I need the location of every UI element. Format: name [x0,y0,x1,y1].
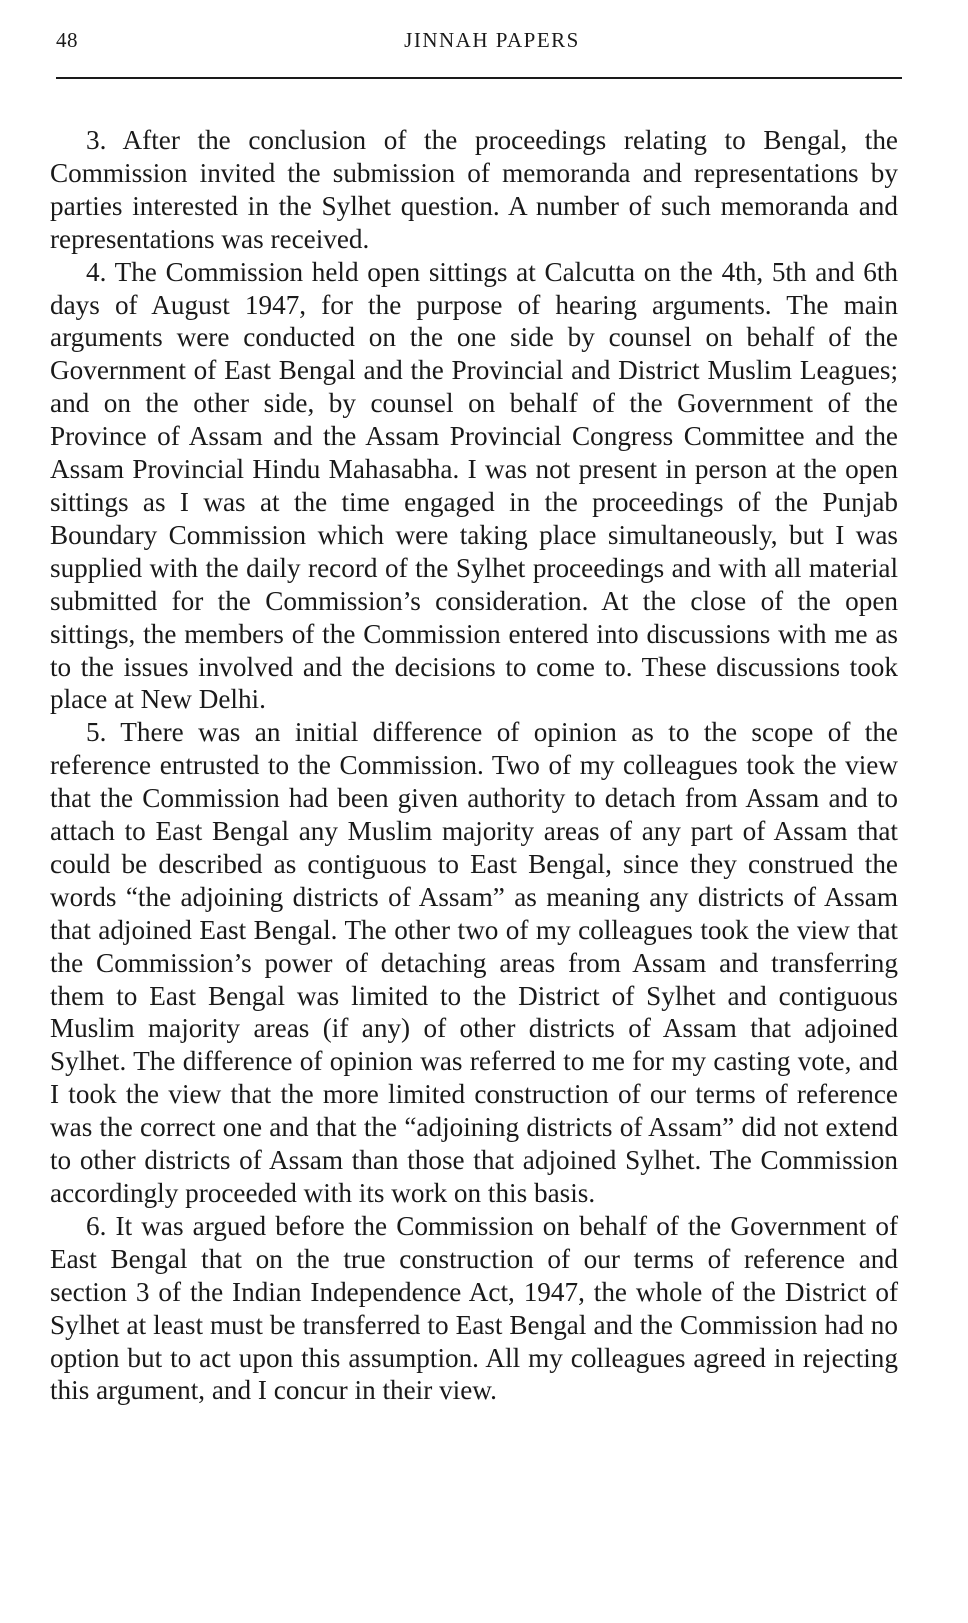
running-head: JINNAH PAPERS [404,28,580,52]
paragraph-5: 5. There was an initial difference of opinion as to the scope of the reference entrusted to the Commission. Two of my colleagues took the view that the Commission had been given authority to detach from Assam and to attach to East Bengal any Muslim majority areas of any part of Assam that could be described as contiguous to East Bengal, since they construed the words “the adjoining districts of Assam” as meaning any districts of Assam that adjoined East Bengal. The other two of my colleagues took the view that the Commission’s power of detaching areas from Assam and transferring them to East Bengal was limited to the District of Sylhet and contiguous Muslim majority areas (if any) of other districts of Assam that adjoined Sylhet. The difference of opinion was referred to me for my casting vote, and I took the view that the more limited construction of our terms of reference was the correct one and that the “adjoining districts of Assam” did not extend to other districts of Assam than those that adjoined Sylhet. The Commission accordingly proceeded with its work on this basis. [50,717,898,1208]
page-number: 48 [56,28,78,52]
header-rule [56,77,902,79]
body-text [50,124,898,1407]
page-header [56,28,902,58]
paragraph-6: 6. It was argued before the Commission on behalf of the Government of East Bengal that on the true construction of our terms of reference and section 3 of the Indian Independence Act, 1947, the whole of the District of Sylhet at least must be transferred to East Bengal and the Commission had no option but to act upon this assumption. All my colleagues agreed in rejecting this argument, and I concur in their view. [50,1210,898,1406]
paragraph-3: 3. After the conclusion of the proceedings relating to Bengal, the Commission invited the submission of memoranda and representations by parties interested in the Sylhet question. A number of such memoranda and representations was received. [50,125,898,254]
paragraph-4: 4. The Commission held open sittings at Calcutta on the 4th, 5th and 6th days of August 1947, for the purpose of hearing arguments. The main arguments were conducted on the one side by counsel on behalf of the Government of East Bengal and the Provincial and District Muslim Leagues; and on the other side, by counsel on behalf of the Government of the Province of Assam and the Assam Provincial Congress Committee and the Assam Provincial Hindu Mahasabha. I was not present in person at the open sittings as I was at the time engaged in the proceedings of the Punjab Boundary Commission which were taking place simultaneously, but I was supplied with the daily record of the Sylhet proceedings and with all material submitted for the Commission’s consideration. At the close of the open sittings, the members of the Commission entered into discussions with me as to the issues involved and the decisions to come to. These discussions took place at New Delhi. [50,256,898,715]
